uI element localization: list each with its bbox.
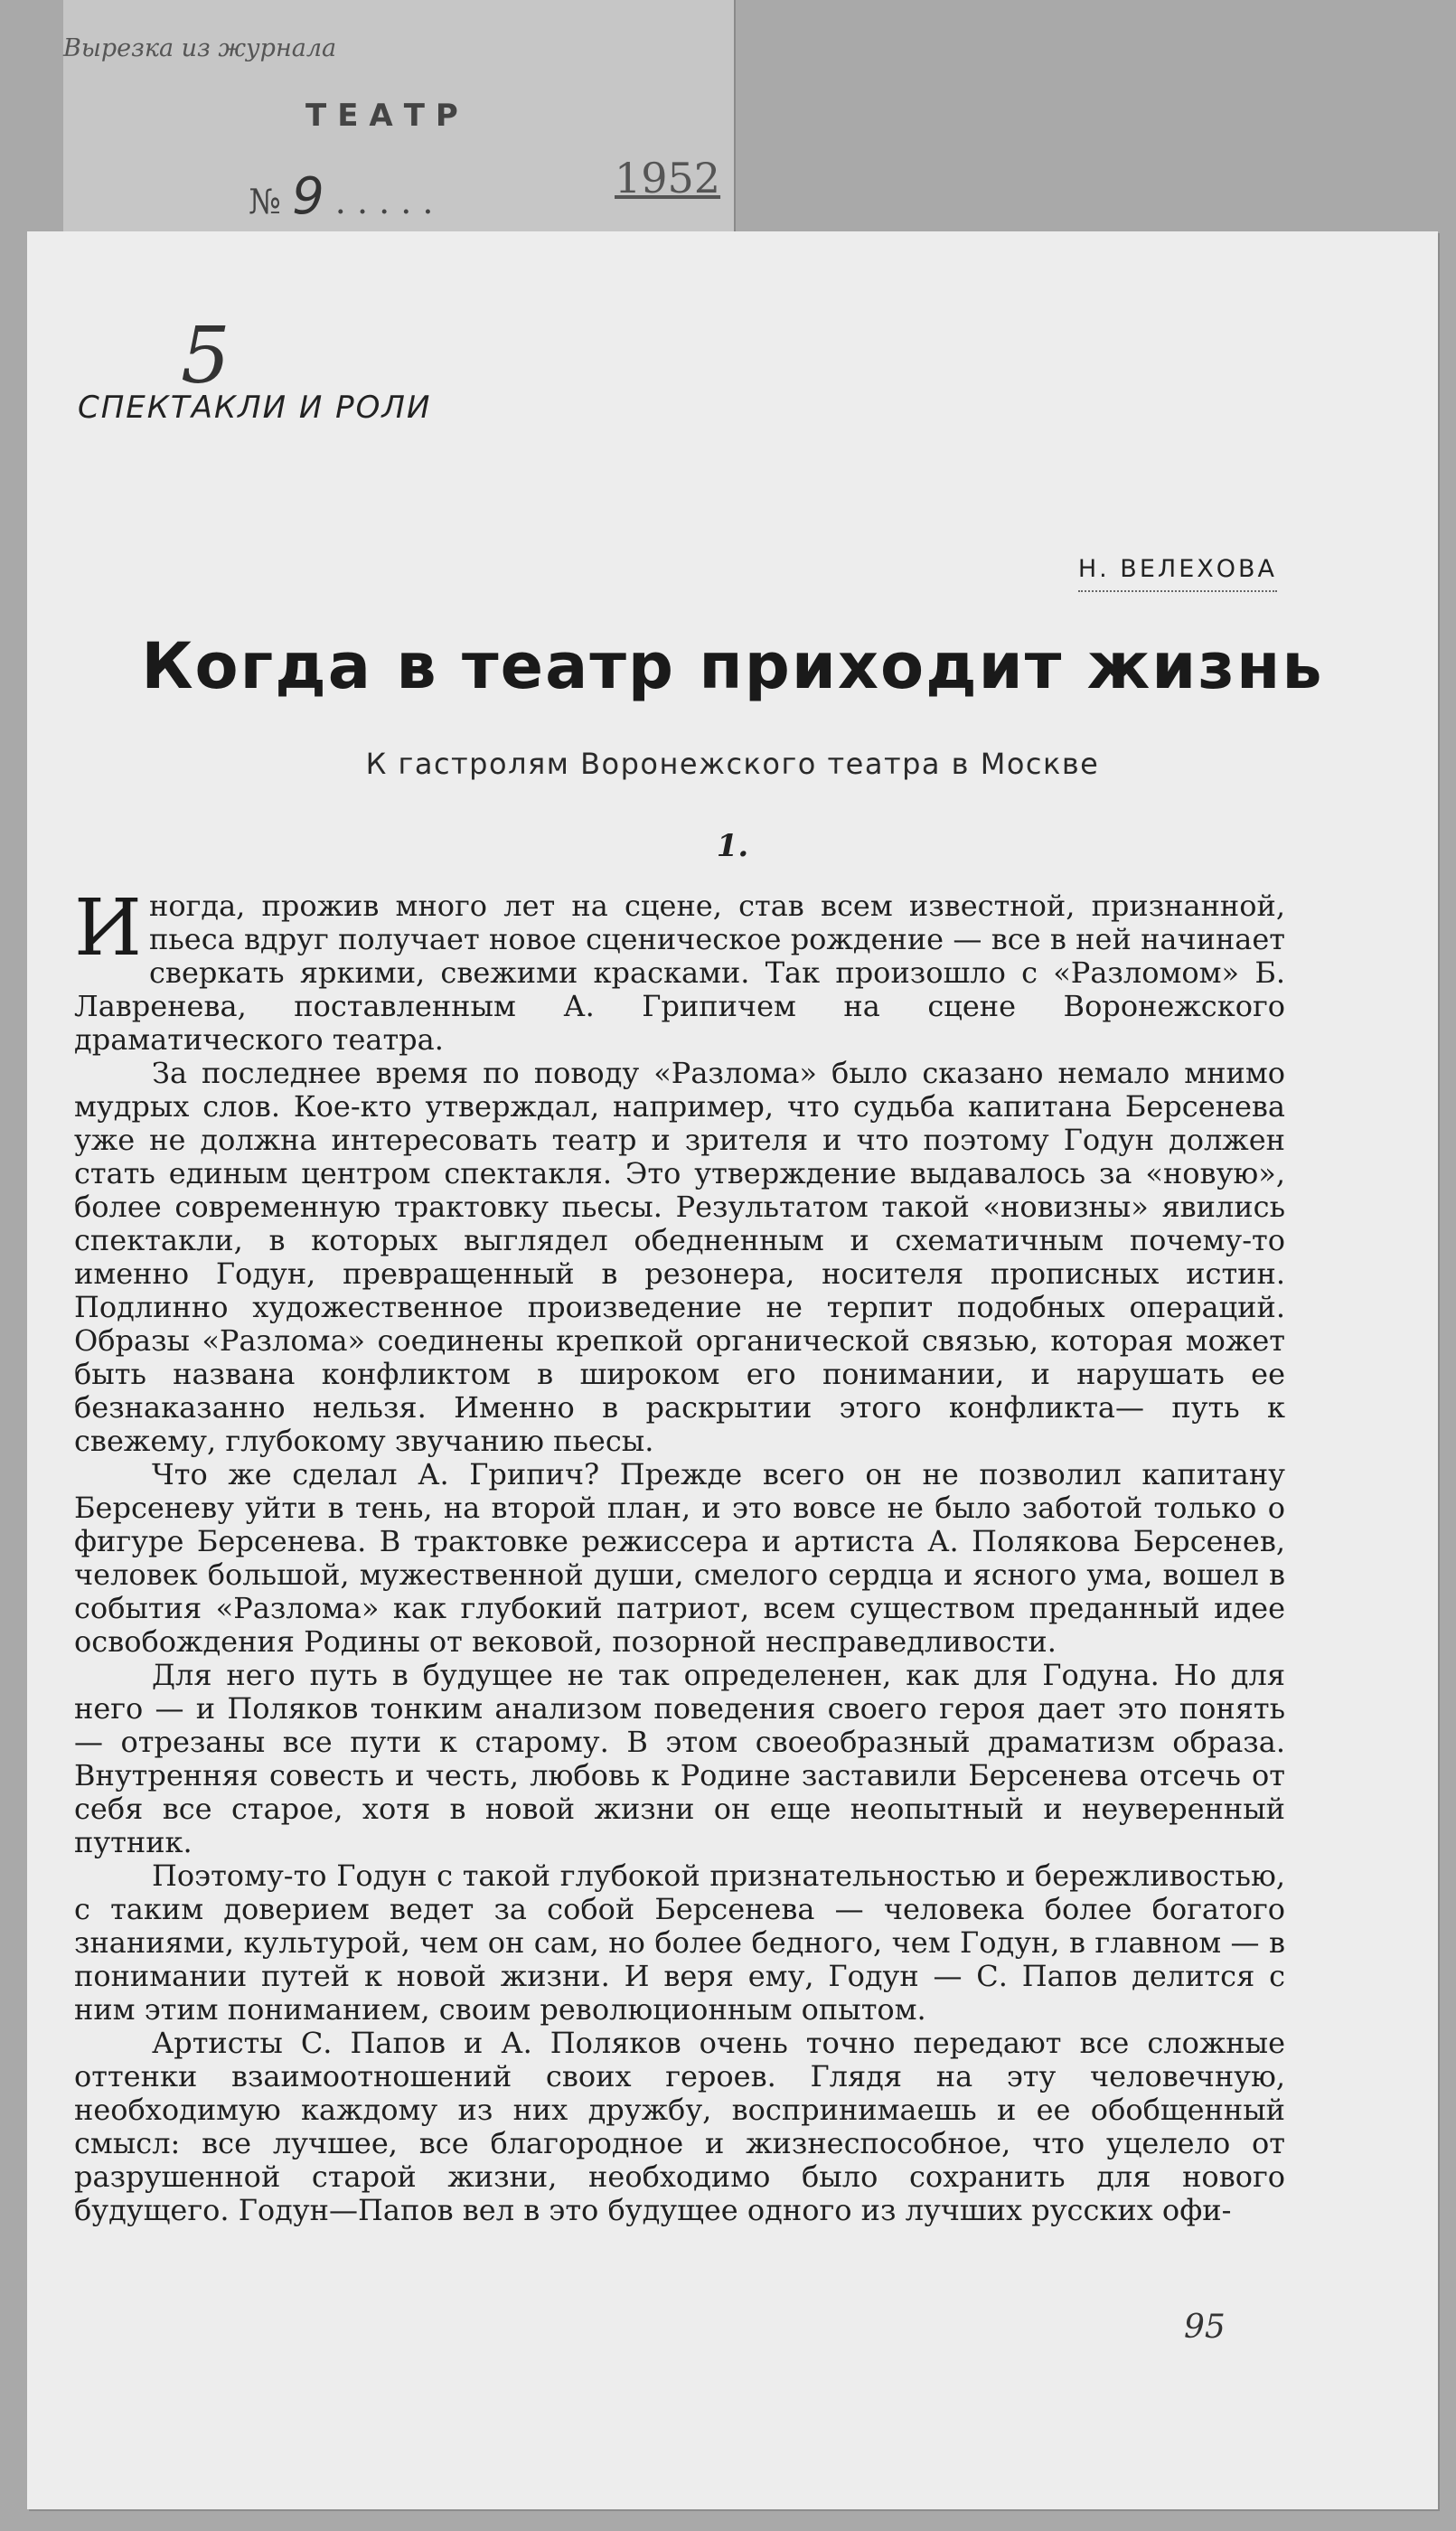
issue-dots: . . . . . — [334, 182, 434, 221]
paragraph-1 — [74, 883, 1285, 1057]
clipping-issue — [249, 167, 434, 226]
section-number: 1. — [716, 828, 749, 864]
clipping-label — [63, 0, 736, 237]
drop-cap: И — [74, 883, 142, 974]
clipping-source-label: Вырезка из журнала — [63, 34, 337, 62]
issue-prefix: № — [249, 182, 281, 221]
issue-number: 9 — [292, 167, 324, 226]
author-name: Н. ВЕЛЕХОВА — [1078, 555, 1277, 592]
paragraph-5: Поэтому-то Годун с такой глубокой признательностью и бережливостью, с таким доверием ведет за собой Берсенева — человека более богатого знаниями, культурой, чем он сам, но более бедного, чем Годун, в главном — в понимании путей к новой жизни. И веря ему, Годун — С. Папов делится с ним этим пониманием, своим революционным опытом. — [74, 1858, 1285, 2027]
clipping-year: 1952 — [615, 154, 721, 202]
article-body — [74, 883, 1285, 2227]
paragraph-6: Артисты С. Папов и А. Поляков очень точно передают все сложные оттенки взаимоотношений своих героев. Глядя на эту человечную, необходимую каждому из них дружбу, воспринимаешь и ее обобщенный смысл: все лучшее, все благородное и жизнеспособное, что уцелело от разрушенной старой жизни, необходимо было сохранить для нового будущего. Годун—Папов вел в это будущее одного из лучших русских офи- — [74, 2026, 1285, 2227]
paragraph-1-text: ногда, прожив много лет на сцене, став всем известной, признанной, пьеса вдруг получает новое сценическое рождение — все в ней начинает сверкать яркими, свежими красками. Так произошло с «Разломом» Б. Лавренева, поставленным А. Грипичем на сцене Воронежского драматического театра. — [74, 889, 1285, 1057]
article-subtitle: К гастролям Воронежского театра в Москве — [365, 747, 1100, 781]
handwritten-mark: 5 — [181, 311, 230, 401]
paragraph-2: За последнее время по поводу «Разлома» было сказано немало мнимо мудрых слов. Кое-кто утверждал, например, что судьба капитана Берсенева уже не должна интересовать театр и зрителя и что поэтому Годун должен стать единым центром спектакля. Это утверждение выдавалось за «новую», более современную трактовку пьесы. Результатом такой «новизны» явились спектакли, в которых выглядел обедненным и схематичным почему-то именно Годун, превращенный в резонера, носителя прописных истин. Подлинно художественное произведение не терпит подобных операций. Образы «Разлома» соединены крепкой органической связью, которая может быть названа конфликтом в широком его понимании, и нарушать ее безнаказанно нельзя. Именно в раскрытии этого конфликта— путь к свежему, глубокому звучанию пьесы. — [74, 1056, 1285, 1458]
page-number: 95 — [1184, 2309, 1226, 2346]
journal-page — [27, 231, 1438, 2509]
paragraph-4: Для него путь в будущее не так определенен, как для Годуна. Но для него — и Поляков тонким анализом поведения своего героя дает это понять — отрезаны все пути к старому. В этом своеобразный драматизм образа. Внутренняя совесть и честь, любовь к Родине заставили Берсенева отсечь от себя все старое, хотя в новой жизни он еще неопытный и неуверенный путник. — [74, 1658, 1285, 1859]
section-header: СПЕКТАКЛИ И РОЛИ — [78, 390, 432, 426]
clipping-journal-name: ТЕАТР — [305, 98, 469, 134]
paragraph-3: Что же сделал А. Грипич? Прежде всего он не позволил капитану Берсеневу уйти в тень, на второй план, и это вовсе не было заботой только о фигуре Берсенева. В трактовке режиссера и артиста А. Полякова Берсенев, человек большой, мужественной души, смелого сердца и ясного ума, вошел в события «Разлома» как глубокий патриот, всем существом преданный идее освобождения Родины от вековой, позорной несправедливости. — [74, 1457, 1285, 1659]
article-title: Когда в театр приходит жизнь — [141, 629, 1324, 703]
